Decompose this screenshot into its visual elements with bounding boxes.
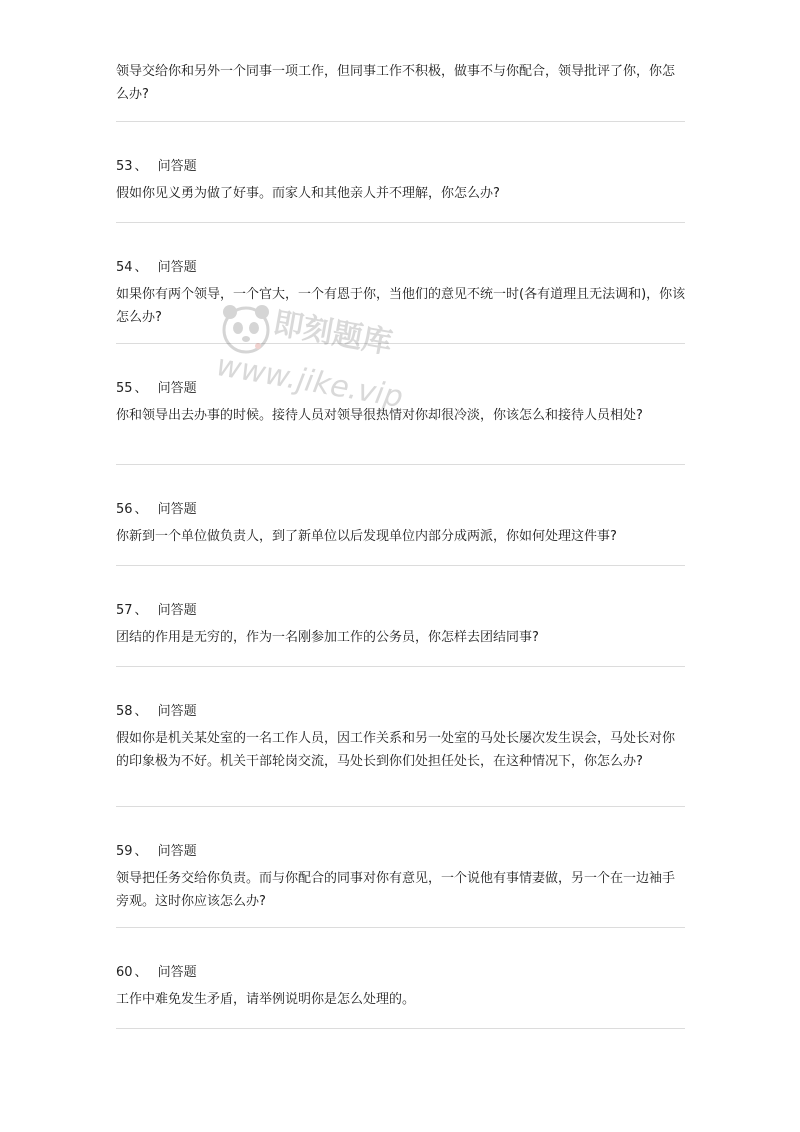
question-header: [116, 158, 686, 176]
question-block: [116, 602, 686, 649]
question-header: [116, 602, 686, 620]
question-text: 你新到一个单位做负责人，到了新单位以后发现单位内部分成两派，你如何处理这件事?: [116, 529, 617, 544]
divider: [116, 343, 685, 344]
question-separator: 、: [134, 260, 148, 275]
question-type: 问答题: [157, 603, 197, 618]
question-number: 53: [116, 159, 133, 174]
question-type: 问答题: [157, 381, 197, 396]
question-separator: 、: [134, 502, 148, 517]
question-type: 问答题: [157, 844, 197, 859]
question-number: 59: [116, 844, 133, 859]
question-text: 你和领导出去办事的时候。接待人员对领导很热情对你却很冷淡，你该怎么和接待人员相处?: [116, 408, 643, 423]
question-header: [116, 964, 686, 982]
question-separator: 、: [134, 381, 148, 396]
question-type: 问答题: [157, 502, 197, 517]
watermark-title: 即刻题库: [270, 305, 395, 362]
question-block: [116, 158, 686, 205]
watermark-url: www.jike.vip: [213, 348, 406, 416]
question-text: 领导交给你和另外一个同事一项工作，但同事工作不积极，做事不与你配合，领导批评了你，你怎么办?: [116, 64, 676, 102]
divider: [116, 121, 685, 122]
divider: [116, 806, 685, 807]
question-header: [116, 501, 686, 519]
question-text: 假如你见义勇为做了好事。而家人和其他亲人并不理解，你怎么办?: [116, 186, 500, 201]
question-block: [116, 843, 686, 913]
question-text: 团结的作用是无穷的，作为一名刚参加工作的公务员，你怎样去团结同事?: [116, 630, 539, 645]
question-type: 问答题: [157, 704, 197, 719]
question-text: 假如你是机关某处室的一名工作人员，因工作关系和另一处室的马处长屡次发生误会，马处长对你的印象极为不好。机关干部轮岗交流，马处长到你们处担任处长，在这种情况下，你怎么办?: [116, 731, 676, 769]
question-type: 问答题: [157, 965, 197, 980]
question-separator: 、: [134, 965, 148, 980]
divider: [116, 927, 685, 928]
question-block: [116, 380, 686, 427]
divider: [116, 565, 685, 566]
question-number: 54: [116, 260, 133, 275]
question-number: 55: [116, 381, 133, 396]
question-separator: 、: [134, 844, 148, 859]
question-block: [116, 259, 686, 329]
question-header: [116, 259, 686, 277]
question-text: 领导把任务交给你负责。而与你配合的同事对你有意见，一个说他有事情妻做，另一个在一边袖手旁观。这时你应该怎么办?: [116, 871, 676, 909]
question-block: [116, 703, 686, 773]
question-block: [116, 501, 686, 548]
question-type: 问答题: [157, 260, 197, 275]
question-separator: 、: [134, 704, 148, 719]
question-separator: 、: [134, 159, 148, 174]
question-text: 工作中难免发生矛盾，请举例说明你是怎么处理的。: [116, 992, 416, 1007]
question-header: [116, 843, 686, 861]
question-number: 60: [116, 965, 133, 980]
question-block: [116, 60, 686, 106]
divider: [116, 1028, 685, 1029]
question-header: [116, 703, 686, 721]
question-type: 问答题: [157, 159, 197, 174]
question-header: [116, 380, 686, 398]
question-number: 56: [116, 502, 133, 517]
question-text: 如果你有两个领导，一个官大，一个有恩于你，当他们的意见不统一时(各有道理且无法调和)，你该怎么办?: [116, 287, 686, 325]
question-number: 57: [116, 603, 133, 618]
divider: [116, 464, 685, 465]
question-block: [116, 964, 686, 1011]
question-number: 58: [116, 704, 133, 719]
question-separator: 、: [134, 603, 148, 618]
divider: [116, 666, 685, 667]
divider: [116, 222, 685, 223]
